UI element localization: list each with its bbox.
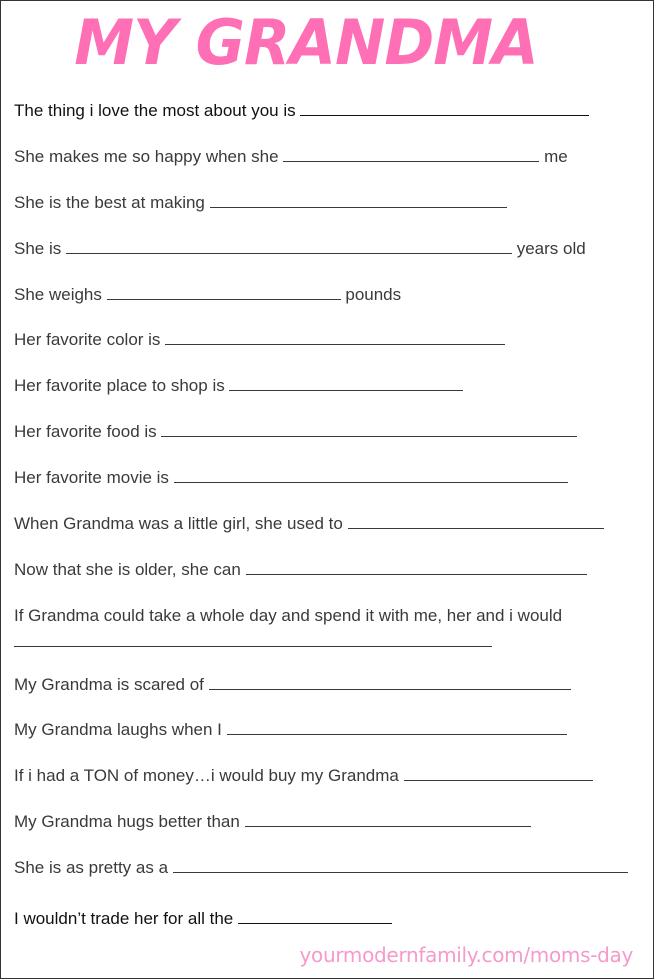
prompt-scared-of <box>14 674 571 696</box>
prompt-wouldnt-trade <box>14 908 392 930</box>
answer-blank[interactable] <box>245 812 531 827</box>
prompt-text: She is <box>14 239 62 258</box>
answer-blank[interactable] <box>283 147 539 162</box>
prompt-best-at-making <box>14 192 507 214</box>
answer-blank[interactable] <box>66 239 512 254</box>
answer-blank[interactable] <box>107 285 341 300</box>
prompt-text: Now that she is older, she can <box>14 560 241 579</box>
answer-blank[interactable] <box>210 193 507 208</box>
answer-blank[interactable] <box>209 675 571 690</box>
prompt-weight <box>14 284 401 306</box>
prompt-text: She makes me so happy when she <box>14 147 279 166</box>
prompt-text: She is the best at making <box>14 193 205 212</box>
prompt-text: My Grandma is scared of <box>14 675 204 694</box>
prompt-text: I wouldn’t trade her for all the <box>14 909 234 928</box>
answer-blank[interactable] <box>227 720 567 735</box>
prompt-hugs-better <box>14 811 531 833</box>
prompt-favorite-shop <box>14 375 463 397</box>
answer-blank[interactable] <box>300 101 589 116</box>
prompt-text: When Grandma was a little girl, she used to <box>14 514 343 533</box>
answer-blank[interactable] <box>238 909 392 924</box>
page-title: MY GRANDMA <box>74 6 538 79</box>
prompt-pretty-as <box>14 857 628 879</box>
prompt-makes-happy <box>14 146 568 168</box>
footer-url: yourmodernfamily.com/moms-day <box>299 943 633 967</box>
prompt-text: Her favorite color is <box>14 330 161 349</box>
prompt-text: My Grandma hugs better than <box>14 812 240 831</box>
prompt-text: Her favorite food is <box>14 422 157 441</box>
prompt-favorite-color <box>14 329 505 351</box>
prompt-text: If Grandma could take a whole day and spend it with me, her and i would <box>14 606 563 625</box>
prompt-love-most <box>14 100 589 122</box>
prompt-suffix: me <box>544 147 568 166</box>
answer-blank[interactable] <box>348 514 604 529</box>
prompt-text: She is as pretty as a <box>14 858 169 877</box>
answer-blank[interactable] <box>14 632 492 647</box>
prompt-ton-of-money <box>14 765 593 787</box>
prompt-text: If i had a TON of money…i would buy my Grandma <box>14 766 399 785</box>
answer-blank[interactable] <box>404 766 593 781</box>
prompt-favorite-food <box>14 421 577 443</box>
prompt-whole-day-continued <box>14 631 492 653</box>
answer-blank[interactable] <box>165 330 505 345</box>
prompt-text: My Grandma laughs when I <box>14 720 222 739</box>
prompt-older-can <box>14 559 587 581</box>
prompt-age <box>14 238 586 260</box>
answer-blank[interactable] <box>173 858 628 873</box>
prompt-suffix: pounds <box>345 285 402 304</box>
prompt-suffix: years old <box>516 239 586 258</box>
prompt-laughs-when <box>14 719 567 741</box>
answer-blank[interactable] <box>161 422 577 437</box>
prompt-favorite-movie <box>14 467 568 489</box>
prompt-little-girl <box>14 513 604 535</box>
prompt-text: She weighs <box>14 285 102 304</box>
answer-blank[interactable] <box>229 376 463 391</box>
prompt-text: The thing i love the most about you is <box>14 101 296 120</box>
prompt-text: Her favorite place to shop is <box>14 376 225 395</box>
prompt-whole-day <box>14 605 562 627</box>
prompt-text: Her favorite movie is <box>14 468 169 487</box>
answer-blank[interactable] <box>174 468 568 483</box>
answer-blank[interactable] <box>246 560 587 575</box>
